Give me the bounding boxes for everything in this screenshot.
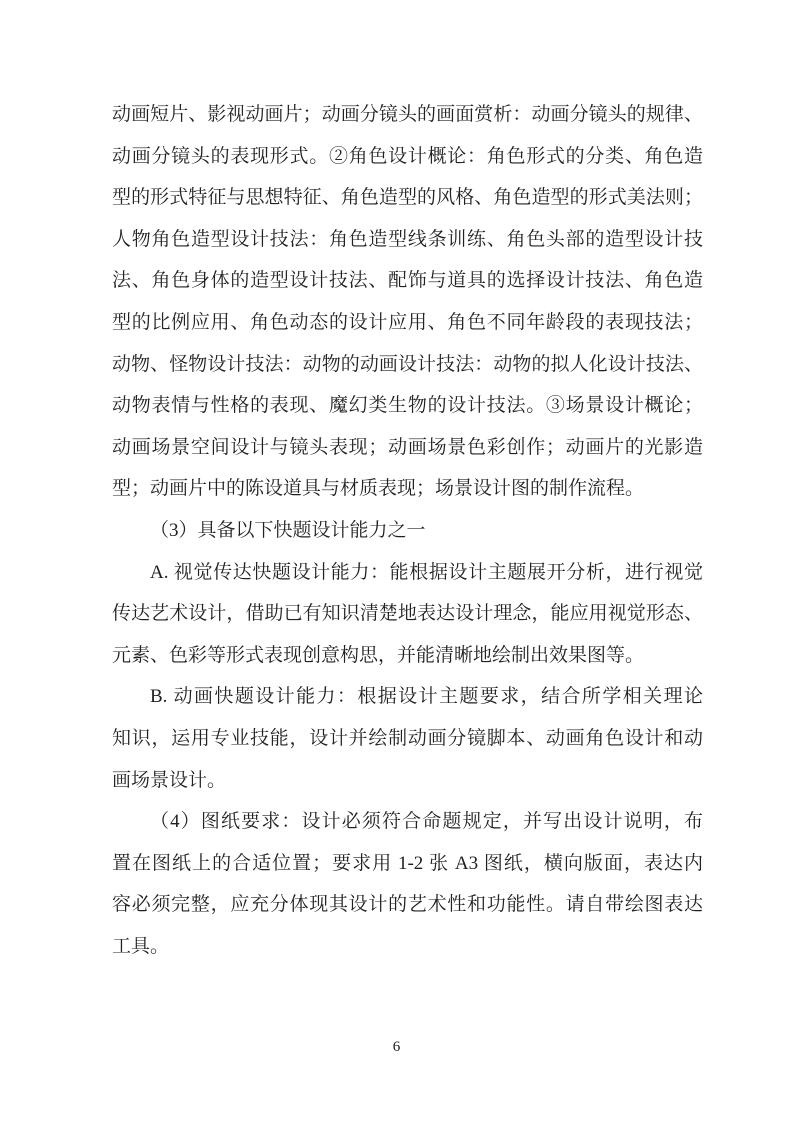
text-line: 动物表情与性格的表现、魔幻类生物的设计技法。③场景设计概论； <box>112 395 703 417</box>
document-body <box>112 94 703 967</box>
text-line: 工具。 <box>112 935 170 957</box>
text-line: 画场景设计。 <box>112 769 227 791</box>
text-line: A. 视觉传达快题设计能力：能根据设计主题展开分析，进行视觉 <box>150 561 703 583</box>
page-number: 6 <box>392 1039 401 1055</box>
text-line: 人物角色造型设计技法：角色造型线条训练、角色头部的造型设计技 <box>112 228 703 250</box>
text-line: 动画短片、影视动画片；动画分镜头的画面赏析：动画分镜头的规律、 <box>112 104 703 125</box>
text-line: 动物、怪物设计技法：动物的动画设计技法：动物的拟人化设计技法、 <box>112 353 703 375</box>
text-line: 传达艺术设计，借助已有知识清楚地表达设计理念，能应用视觉形态、 <box>112 603 703 625</box>
text-line: 容必须完整，应充分体现其设计的艺术性和功能性。请自带绘图表达 <box>112 894 703 916</box>
text-line: 型的形式特征与思想特征、角色造型的风格、角色造型的形式美法则； <box>112 187 703 209</box>
text-line: 法、角色身体的造型设计技法、配饰与道具的选择设计技法、角色造 <box>112 270 703 292</box>
text-line: 动画分镜头的表现形式。②角色设计概论：角色形式的分类、角色造 <box>112 145 703 167</box>
text-line: （4）图纸要求：设计必须符合命题规定，并写出设计说明，布 <box>150 811 703 833</box>
text-line: 型的比例应用、角色动态的设计应用、角色不同年龄段的表现技法； <box>112 311 703 333</box>
text-line: 型；动画片中的陈设道具与材质表现；场景设计图的制作流程。 <box>112 478 645 500</box>
text-line: B. 动画快题设计能力：根据设计主题要求，结合所学相关理论 <box>150 686 703 708</box>
text-line: （3）具备以下快题设计能力之一 <box>150 519 426 541</box>
text-line: 元素、色彩等形式表现创意构思，并能清晰地绘制出效果图等。 <box>112 644 645 666</box>
text-line: 动画场景空间设计与镜头表现；动画场景色彩创作；动画片的光影造 <box>112 436 703 458</box>
text-line: 知识，运用专业技能，设计并绘制动画分镜脚本、动画角色设计和动 <box>112 727 703 749</box>
text-line: 置在图纸上的合适位置；要求用 1-2 张 A3 图纸，横向版面，表达内 <box>112 852 703 874</box>
